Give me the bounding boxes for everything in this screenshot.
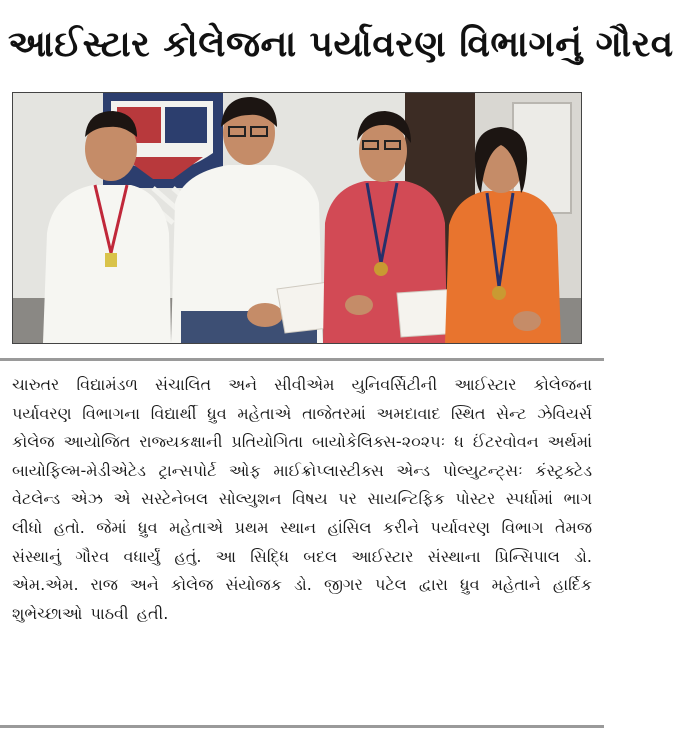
article-body: ચારુતર વિદ્યામંડળ સંચાલિત અને સીવીએમ યુનિવર્સિટીની આઈસ્ટાર કોલેજના પર્યાવરણ વિભાગના વિદ્યાર્થી ધ્રુવ મહેતાએ તાજેતરમાં અમદાવાદ સ્થિત સેન્ટ ઝેવિયર્સ કોલેજ આયોજિત રાજ્યકક્ષાની પ્રતિયોગિતા બાયોકેલિક્સ-૨૦૨૫ઃ ધ ઈંટરવોવન અર્થમાં બાયોફિલ્મ-મેડીએટેડ ટ્રાન્સપોર્ટ ઓફ માઈક્રોપ્લાસ્ટીક્સ એન્ડ પોલ્યુટન્ટ્સઃ કંસ્ટ્રક્ટેડ વેટલેન્ડ એઝ એ સસ્ટેનેબલ સોલ્યુશન વિષય પર સાયન્ટિફિક પોસ્ટર સ્પર્ધામાં ભાગ લીધો હતો. જેમાં ધ્રુવ મહેતાએ પ્રથમ સ્થાન હાંસિલ કરીને પર્યાવરણ વિભાગ તેમજ સંસ્થાનું ગૌરવ વધાર્યું હતું. આ સિદ્ધિ બદલ આઈસ્ટાર સંસ્થાના પ્રિન્સિપાલ ડો. એમ.એમ. રાજ અને કોલેજ સંયોજક ડો. જીગર પટેલ દ્વારા ધ્રુવ મહેતાને હાર્દિક શુભેચ્છાઓ પાઠવી હતી. [12,375,592,623]
article-box [0,358,604,728]
award-ceremony-photo [12,92,582,344]
headline: આઈસ્ટાર કોલેજના પર્યાવરણ વિભાગનું ગૌરવ [8,24,674,65]
